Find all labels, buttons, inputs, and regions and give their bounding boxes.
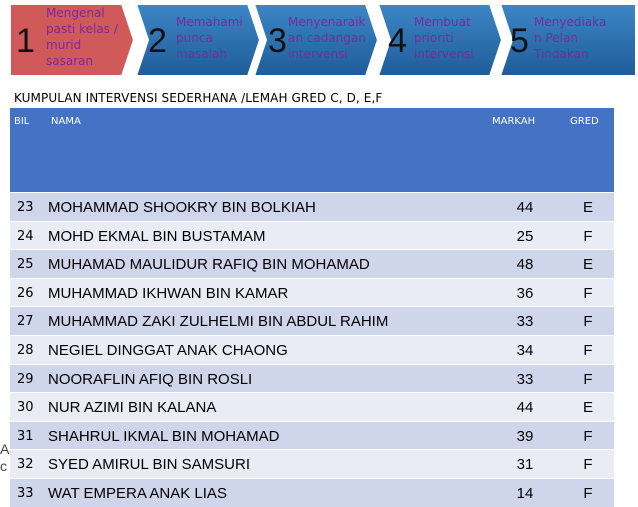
cell-markah: 33 [516, 370, 534, 388]
cell-markah: 33 [516, 313, 534, 331]
cell-nama: MOHAMMAD SHOOKRY BIN BOLKIAH [48, 199, 316, 216]
step-2-number: 2 [148, 22, 167, 60]
header-gred: GRED [570, 116, 599, 127]
table-body [10, 192, 614, 507]
step-1-label: Mengenal pasti kelas / murid sasaran [46, 6, 118, 68]
cell-gred: F [583, 456, 593, 474]
cell-bil: 30 [17, 400, 34, 416]
step-5 [498, 2, 638, 78]
cell-nama: MUHAMAD MAULIDUR RAFIQ BIN MOHAMAD [48, 256, 370, 274]
table-row [10, 221, 614, 250]
student-table [10, 108, 614, 507]
cell-nama: NUR AZIMI BIN KALANA [48, 399, 217, 417]
step-5-number: 5 [510, 22, 529, 60]
step-1-number: 1 [16, 22, 35, 60]
step-4-number: 4 [388, 22, 407, 60]
cell-gred: F [583, 341, 593, 359]
table-row [10, 449, 614, 478]
cell-nama: MUHAMMAD ZAKI ZULHELMI BIN ABDUL RAHIM [48, 313, 389, 331]
cell-bil: 33 [17, 485, 34, 501]
cell-markah: 39 [516, 427, 534, 445]
cell-bil: 32 [17, 457, 34, 473]
cell-bil: 27 [17, 314, 34, 330]
step-3 [252, 2, 380, 78]
cell-markah: 44 [516, 199, 534, 216]
step-3-number: 3 [268, 22, 287, 60]
cell-bil: 28 [17, 342, 34, 358]
step-2-label: Memahami punca masalah [176, 15, 243, 61]
cell-gred: F [583, 370, 593, 388]
edge-letter-a: A [0, 441, 10, 457]
cell-bil: 31 [17, 428, 34, 444]
cell-bil: 26 [17, 285, 34, 301]
cell-gred: E [582, 256, 593, 274]
cell-markah: 31 [516, 456, 534, 474]
cell-markah: 34 [516, 341, 534, 359]
cell-markah: 25 [516, 227, 534, 245]
table-row [10, 335, 614, 364]
header-markah: MARKAH [492, 116, 536, 127]
table-subtitle: KUMPULAN INTERVENSI SEDERHANA /LEMAH GRED C, D, E,F [14, 91, 383, 105]
cell-markah: 44 [516, 399, 534, 417]
edge-letter-c: c [0, 458, 7, 474]
cell-bil: 23 [17, 200, 34, 215]
table-header [10, 108, 614, 192]
step-2 [134, 2, 262, 78]
cell-nama: WAT EMPERA ANAK LIAS [48, 484, 227, 502]
cell-nama: NEGIEL DINGGAT ANAK CHAONG [48, 341, 288, 359]
cell-nama: SHAHRUL IKMAL BIN MOHAMAD [48, 427, 280, 445]
cell-bil: 29 [17, 371, 34, 387]
table-row [10, 421, 614, 450]
process-steps [0, 0, 638, 82]
cell-gred: E [582, 199, 593, 216]
step-3-label: Menyenaraik an cadangan intervensi [288, 15, 366, 61]
cell-gred: E [582, 399, 593, 417]
cell-gred: F [583, 427, 593, 445]
table-row [10, 278, 614, 307]
cell-markah: 36 [516, 284, 534, 302]
cell-nama: NOORAFLIN AFIQ BIN ROSLI [48, 370, 253, 388]
cell-gred: F [583, 484, 593, 502]
cell-gred: F [583, 313, 593, 331]
cell-nama: MUHAMMAD IKHWAN BIN KAMAR [48, 284, 289, 302]
cell-markah: 14 [516, 484, 534, 502]
cell-bil: 24 [17, 228, 34, 244]
step-1 [8, 2, 136, 78]
step-4 [376, 2, 504, 78]
cell-gred: F [583, 227, 593, 245]
step-4-label: Membuat prioriti intervensi [414, 15, 474, 61]
table-row [10, 392, 614, 421]
header-bil: BIL [14, 116, 30, 127]
table-row [10, 478, 614, 507]
cell-nama: MOHD EKMAL BIN BUSTAMAM [48, 227, 266, 245]
cell-markah: 48 [516, 256, 534, 274]
table-row [10, 364, 614, 393]
table-row [10, 192, 614, 221]
cell-nama: SYED AMIRUL BIN SAMSURI [48, 456, 250, 474]
cell-bil: 25 [17, 257, 34, 273]
table-row [10, 249, 614, 278]
step-5-label: Menyediaka n Pelan Tindakan [534, 15, 607, 61]
cell-gred: F [583, 284, 593, 302]
table-row [10, 306, 614, 335]
header-nama: NAMA [51, 116, 81, 127]
